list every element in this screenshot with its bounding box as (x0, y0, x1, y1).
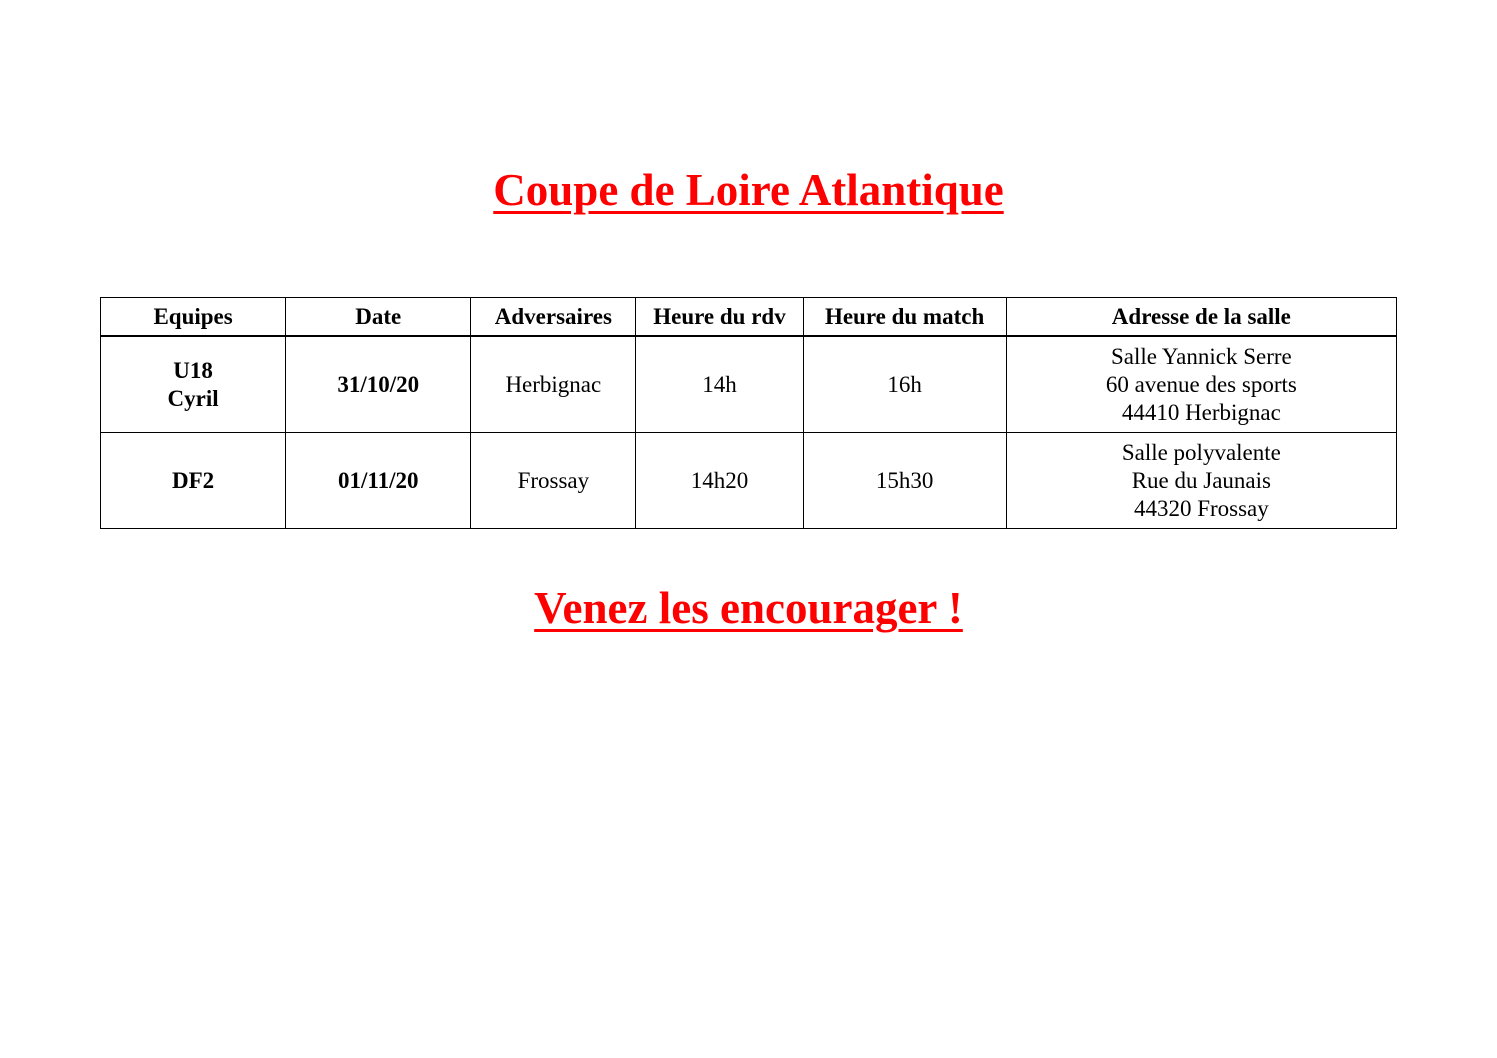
table-row (101, 433, 1397, 529)
address-venue: Salle Yannick Serre (1110, 343, 1292, 369)
table-header-row (101, 298, 1397, 337)
address-city: 44410 Herbignac (1121, 399, 1281, 425)
call-to-action: Venez les encourager ! (534, 583, 963, 633)
address-street: 60 avenue des sports (1105, 371, 1297, 397)
date-cell: 01/11/20 (286, 433, 471, 529)
opponent-cell: Herbignac (471, 336, 636, 433)
page-title: Coupe de Loire Atlantique (493, 165, 1004, 215)
rdv-time-cell: 14h (636, 336, 803, 433)
team-cell (101, 433, 286, 529)
address-cell (1006, 433, 1396, 529)
team-name: DF2 (171, 467, 215, 493)
header-heure-match: Heure du match (803, 298, 1006, 337)
date-cell: 31/10/20 (286, 336, 471, 433)
match-schedule-table (100, 297, 1397, 529)
team-coach: Cyril (167, 385, 219, 411)
address-venue: Salle polyvalente (1121, 439, 1281, 465)
match-time-cell: 15h30 (803, 433, 1006, 529)
header-date: Date (286, 298, 471, 337)
address-cell (1006, 336, 1396, 433)
team-name: U18 (173, 357, 213, 383)
address-city: 44320 Frossay (1133, 495, 1269, 521)
header-adversaires: Adversaires (471, 298, 636, 337)
table-row (101, 336, 1397, 433)
header-heure-rdv: Heure du rdv (636, 298, 803, 337)
header-adresse: Adresse de la salle (1006, 298, 1396, 337)
address-street: Rue du Jaunais (1131, 467, 1271, 493)
opponent-cell: Frossay (471, 433, 636, 529)
header-equipes: Equipes (101, 298, 286, 337)
rdv-time-cell: 14h20 (636, 433, 803, 529)
match-time-cell: 16h (803, 336, 1006, 433)
team-cell (101, 336, 286, 433)
